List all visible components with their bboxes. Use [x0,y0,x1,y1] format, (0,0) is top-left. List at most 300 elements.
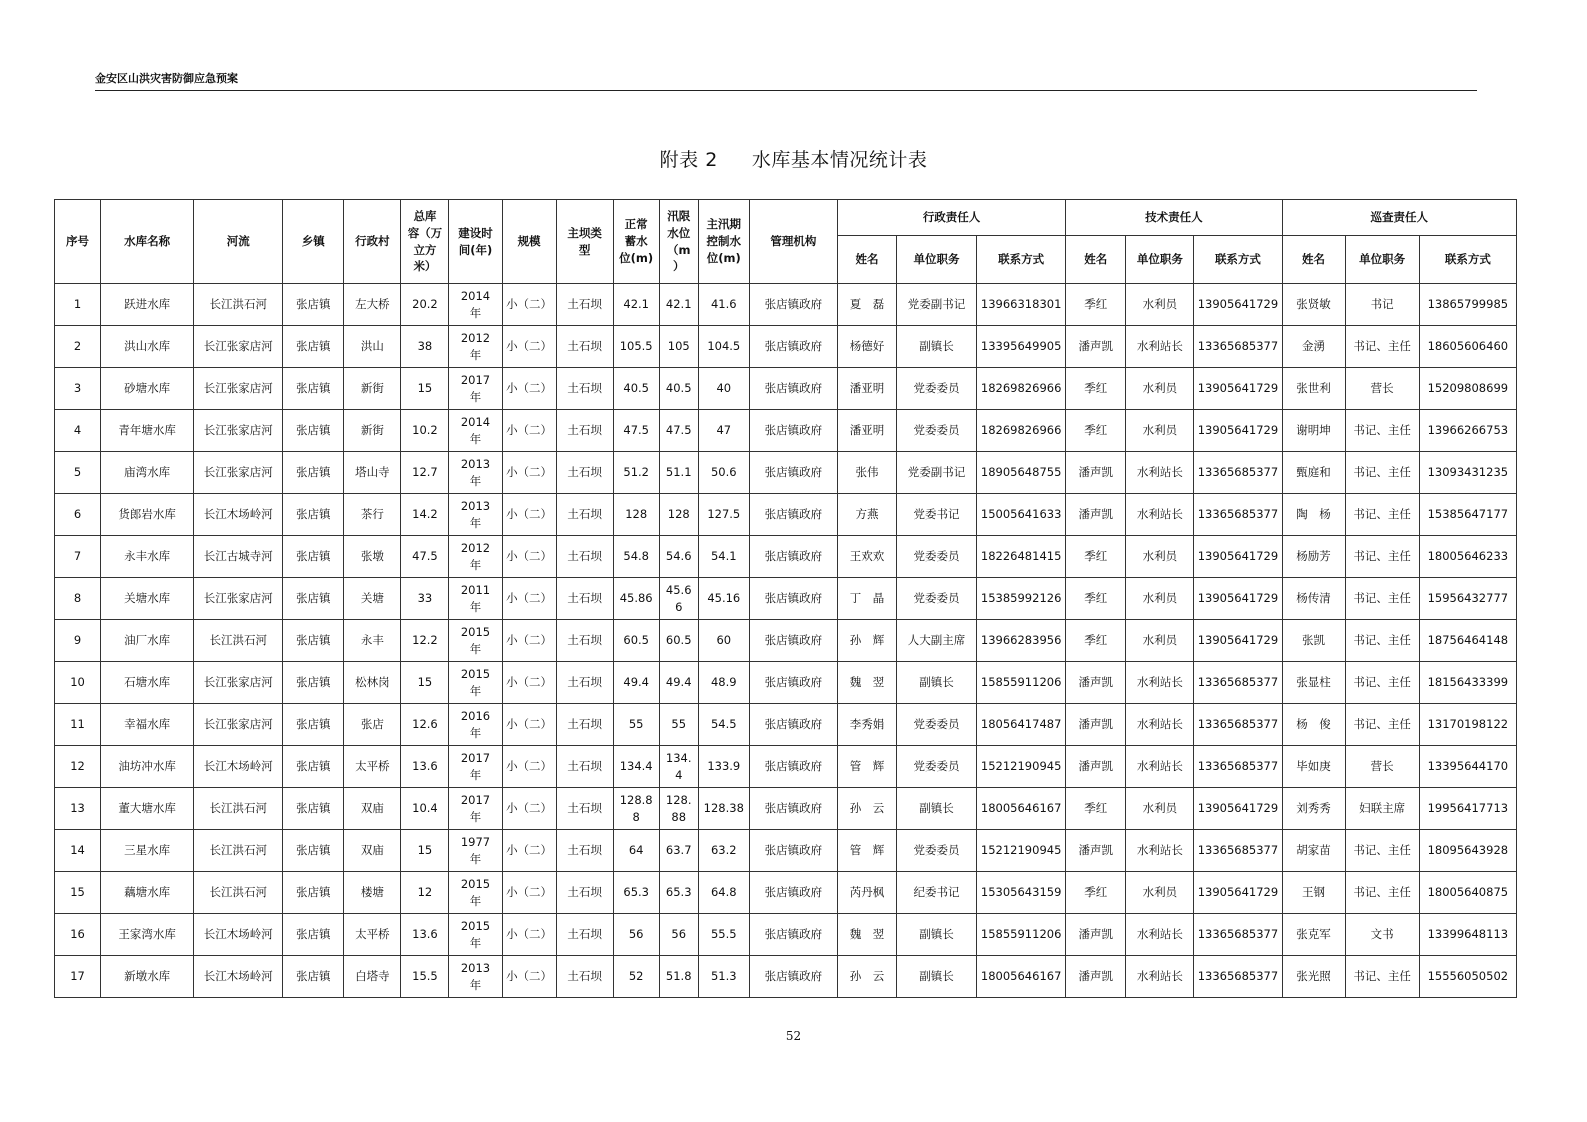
cell-tech-phone: 13905641729 [1194,410,1282,452]
cell-admin-pos: 党委副书记 [897,452,977,494]
col-name: 水库名称 [101,200,194,284]
cell-no: 17 [55,956,101,998]
table-row [55,704,1517,746]
cell-patrol-name: 张贤敏 [1282,284,1345,326]
cell-town: 张店镇 [283,872,344,914]
cell-no: 2 [55,326,101,368]
cell-control: 40 [698,368,749,410]
cell-village: 左大桥 [344,284,401,326]
cell-capacity: 47.5 [401,536,449,578]
cell-admin-phone: 18269826966 [977,410,1066,452]
cell-patrol-name: 金湧 [1282,326,1345,368]
cell-name: 跃进水库 [101,284,194,326]
cell-org: 张店镇政府 [749,704,837,746]
cell-tech-phone: 13365685377 [1194,704,1282,746]
cell-no: 15 [55,872,101,914]
cell-village: 新街 [344,410,401,452]
cell-admin-name: 孙 辉 [837,620,896,662]
cell-admin-name: 杨德好 [837,326,896,368]
cell-flood: 51.8 [659,956,698,998]
page-number: 52 [785,1029,802,1043]
cell-normal: 54.8 [613,536,659,578]
cell-scale: 小（二） [502,746,556,788]
cell-tech-name: 潘声凯 [1066,452,1126,494]
cell-flood: 40.5 [659,368,698,410]
cell-patrol-phone: 18005646233 [1419,536,1516,578]
cell-capacity: 10.4 [401,788,449,830]
table-row [55,326,1517,368]
cell-admin-pos: 副镇长 [897,662,977,704]
cell-admin-phone: 18056417487 [977,704,1066,746]
col-seq: 序号 [55,200,101,284]
cell-town: 张店镇 [283,578,344,620]
cell-patrol-phone: 13093431235 [1419,452,1516,494]
cell-tech-pos: 水利站长 [1126,746,1194,788]
cell-patrol-phone: 13395644170 [1419,746,1516,788]
cell-patrol-phone: 18095643928 [1419,830,1516,872]
cell-river: 长江张家店河 [194,662,283,704]
cell-tech-pos: 水利员 [1126,578,1194,620]
table-row [55,494,1517,536]
cell-tech-pos: 水利员 [1126,872,1194,914]
cell-admin-name: 夏 磊 [837,284,896,326]
cell-flood: 134. 4 [659,746,698,788]
cell-patrol-phone: 15385647177 [1419,494,1516,536]
cell-year: 2013 年 [449,494,502,536]
cell-normal: 47.5 [613,410,659,452]
cell-tech-pos: 水利站长 [1126,956,1194,998]
cell-tech-name: 季红 [1066,536,1126,578]
cell-tech-phone: 13365685377 [1194,326,1282,368]
cell-patrol-name: 张凯 [1282,620,1345,662]
cell-name: 幸福水库 [101,704,194,746]
cell-admin-pos: 党委副书记 [897,284,977,326]
cell-flood: 49.4 [659,662,698,704]
col-management-org: 管理机构 [749,200,837,284]
cell-scale: 小（二） [502,536,556,578]
cell-org: 张店镇政府 [749,284,837,326]
col-town: 乡镇 [283,200,344,284]
cell-tech-name: 潘声凯 [1066,830,1126,872]
cell-admin-name: 潘亚明 [837,368,896,410]
col-patrol-name: 姓名 [1282,236,1345,284]
cell-patrol-name: 张光照 [1282,956,1345,998]
col-tech-position: 单位职务 [1126,236,1194,284]
cell-capacity: 15 [401,368,449,410]
col-dam-type: 主坝类 型 [556,200,613,284]
cell-admin-pos: 副镇长 [897,788,977,830]
cell-control: 133.9 [698,746,749,788]
cell-capacity: 12.2 [401,620,449,662]
cell-normal: 45.86 [613,578,659,620]
cell-year: 2015 年 [449,872,502,914]
col-year: 建设时 间(年) [449,200,502,284]
cell-tech-phone: 13365685377 [1194,452,1282,494]
cell-admin-pos: 副镇长 [897,956,977,998]
cell-village: 关塘 [344,578,401,620]
cell-flood: 51.1 [659,452,698,494]
cell-admin-name: 孙 云 [837,788,896,830]
cell-capacity: 33 [401,578,449,620]
cell-dam: 土石坝 [556,788,613,830]
cell-capacity: 38 [401,326,449,368]
cell-year: 2015 年 [449,662,502,704]
cell-no: 6 [55,494,101,536]
cell-org: 张店镇政府 [749,788,837,830]
cell-admin-name: 方燕 [837,494,896,536]
cell-admin-name: 魏 翌 [837,662,896,704]
cell-town: 张店镇 [283,788,344,830]
cell-river: 长江张家店河 [194,578,283,620]
cell-tech-pos: 水利站长 [1126,662,1194,704]
cell-admin-phone: 15855911206 [977,662,1066,704]
col-patrol-position: 单位职务 [1345,236,1419,284]
cell-patrol-pos: 书记、主任 [1345,410,1419,452]
cell-admin-pos: 纪委书记 [897,872,977,914]
cell-patrol-name: 张克军 [1282,914,1345,956]
cell-village: 太平桥 [344,746,401,788]
cell-admin-name: 管 辉 [837,746,896,788]
cell-admin-phone: 13395649905 [977,326,1066,368]
cell-tech-phone: 13905641729 [1194,578,1282,620]
cell-admin-name: 张伟 [837,452,896,494]
table-row [55,662,1517,704]
cell-year: 2014 年 [449,284,502,326]
table-row [55,830,1517,872]
document-header [95,66,1477,91]
cell-admin-pos: 党委委员 [897,536,977,578]
cell-org: 张店镇政府 [749,914,837,956]
cell-town: 张店镇 [283,368,344,410]
cell-flood: 54.6 [659,536,698,578]
cell-year: 1977 年 [449,830,502,872]
table-row [55,452,1517,494]
cell-no: 1 [55,284,101,326]
cell-year: 2015 年 [449,620,502,662]
cell-patrol-phone: 13966266753 [1419,410,1516,452]
cell-control: 128.38 [698,788,749,830]
cell-scale: 小（二） [502,284,556,326]
cell-tech-phone: 13905641729 [1194,788,1282,830]
cell-normal: 65.3 [613,872,659,914]
cell-normal: 60.5 [613,620,659,662]
cell-scale: 小（二） [502,704,556,746]
cell-no: 3 [55,368,101,410]
cell-dam: 土石坝 [556,704,613,746]
cell-patrol-pos: 书记、主任 [1345,956,1419,998]
cell-dam: 土石坝 [556,284,613,326]
cell-admin-phone: 15005641633 [977,494,1066,536]
col-control-level: 主汛期 控制水 位(m) [698,200,749,284]
cell-patrol-pos: 书记、主任 [1345,872,1419,914]
cell-org: 张店镇政府 [749,452,837,494]
cell-capacity: 13.6 [401,746,449,788]
cell-org: 张店镇政府 [749,620,837,662]
cell-patrol-phone: 15209808699 [1419,368,1516,410]
cell-admin-pos: 党委委员 [897,368,977,410]
cell-name: 庙湾水库 [101,452,194,494]
cell-town: 张店镇 [283,914,344,956]
cell-org: 张店镇政府 [749,326,837,368]
col-admin-name: 姓名 [837,236,896,284]
cell-admin-pos: 党委委员 [897,578,977,620]
cell-org: 张店镇政府 [749,662,837,704]
cell-scale: 小（二） [502,578,556,620]
cell-scale: 小（二） [502,914,556,956]
cell-dam: 土石坝 [556,368,613,410]
cell-river: 长江木场岭河 [194,914,283,956]
table-row [55,578,1517,620]
cell-village: 塔山寺 [344,452,401,494]
table-number: 附表 2 [659,149,718,171]
cell-org: 张店镇政府 [749,578,837,620]
cell-village: 张墩 [344,536,401,578]
cell-patrol-phone: 18756464148 [1419,620,1516,662]
cell-name: 藕塘水库 [101,872,194,914]
cell-town: 张店镇 [283,494,344,536]
cell-town: 张店镇 [283,662,344,704]
cell-admin-pos: 副镇长 [897,326,977,368]
cell-patrol-phone: 18156433399 [1419,662,1516,704]
cell-patrol-pos: 书记、主任 [1345,620,1419,662]
cell-patrol-pos: 妇联主席 [1345,788,1419,830]
cell-river: 长江洪石河 [194,872,283,914]
cell-name: 关塘水库 [101,578,194,620]
cell-name: 砂塘水库 [101,368,194,410]
cell-no: 7 [55,536,101,578]
cell-control: 45.16 [698,578,749,620]
cell-capacity: 12.6 [401,704,449,746]
cell-village: 茶行 [344,494,401,536]
col-patrol-phone: 联系方式 [1419,236,1516,284]
col-scale: 规模 [502,200,556,284]
cell-control: 104.5 [698,326,749,368]
cell-tech-phone: 13365685377 [1194,914,1282,956]
cell-scale: 小（二） [502,956,556,998]
cell-patrol-pos: 书记、主任 [1345,536,1419,578]
cell-year: 2012 年 [449,326,502,368]
cell-admin-name: 王欢欢 [837,536,896,578]
cell-town: 张店镇 [283,536,344,578]
cell-dam: 土石坝 [556,578,613,620]
cell-patrol-name: 甄庭和 [1282,452,1345,494]
cell-river: 长江古城寺河 [194,536,283,578]
table-row [55,788,1517,830]
cell-town: 张店镇 [283,284,344,326]
cell-no: 16 [55,914,101,956]
col-river: 河流 [194,200,283,284]
cell-dam: 土石坝 [556,620,613,662]
cell-flood: 42.1 [659,284,698,326]
cell-capacity: 15 [401,662,449,704]
cell-scale: 小（二） [502,452,556,494]
table-row [55,284,1517,326]
cell-town: 张店镇 [283,620,344,662]
cell-admin-phone: 15855911206 [977,914,1066,956]
cell-org: 张店镇政府 [749,494,837,536]
cell-patrol-phone: 13170198122 [1419,704,1516,746]
cell-control: 50.6 [698,452,749,494]
cell-tech-pos: 水利站长 [1126,452,1194,494]
cell-river: 长江木场岭河 [194,746,283,788]
cell-river: 长江张家店河 [194,326,283,368]
cell-capacity: 12 [401,872,449,914]
cell-capacity: 13.6 [401,914,449,956]
cell-no: 12 [55,746,101,788]
cell-patrol-pos: 书记、主任 [1345,452,1419,494]
cell-town: 张店镇 [283,326,344,368]
col-village: 行政村 [344,200,401,284]
cell-admin-name: 芮丹枫 [837,872,896,914]
cell-scale: 小（二） [502,830,556,872]
cell-dam: 土石坝 [556,872,613,914]
cell-flood: 55 [659,704,698,746]
cell-name: 三星水库 [101,830,194,872]
cell-org: 张店镇政府 [749,872,837,914]
cell-dam: 土石坝 [556,746,613,788]
cell-patrol-phone: 18005640875 [1419,872,1516,914]
cell-patrol-pos: 书记、主任 [1345,326,1419,368]
cell-flood: 65.3 [659,872,698,914]
table-row [55,536,1517,578]
col-capacity: 总库 容（万 立方 米） [401,200,449,284]
cell-normal: 42.1 [613,284,659,326]
cell-village: 太平桥 [344,914,401,956]
cell-year: 2017 年 [449,788,502,830]
cell-tech-phone: 13365685377 [1194,662,1282,704]
cell-flood: 128 [659,494,698,536]
cell-admin-pos: 人大副主席 [897,620,977,662]
cell-normal: 128 [613,494,659,536]
cell-tech-pos: 水利站长 [1126,830,1194,872]
cell-no: 8 [55,578,101,620]
cell-river: 长江洪石河 [194,830,283,872]
cell-patrol-pos: 文书 [1345,914,1419,956]
cell-patrol-name: 杨传清 [1282,578,1345,620]
cell-patrol-name: 杨励芳 [1282,536,1345,578]
cell-capacity: 14.2 [401,494,449,536]
cell-tech-pos: 水利站长 [1126,914,1194,956]
table-row [55,872,1517,914]
col-admin-position: 单位职务 [897,236,977,284]
cell-normal: 134.4 [613,746,659,788]
cell-control: 127.5 [698,494,749,536]
cell-name: 新墩水库 [101,956,194,998]
cell-admin-pos: 党委委员 [897,704,977,746]
cell-admin-pos: 党委委员 [897,830,977,872]
col-tech-phone: 联系方式 [1194,236,1282,284]
cell-patrol-name: 张显柱 [1282,662,1345,704]
cell-org: 张店镇政府 [749,410,837,452]
cell-admin-phone: 15212190945 [977,746,1066,788]
cell-tech-name: 季红 [1066,410,1126,452]
cell-village: 新街 [344,368,401,410]
cell-tech-name: 季红 [1066,368,1126,410]
cell-admin-pos: 党委委员 [897,746,977,788]
cell-admin-phone: 18005646167 [977,956,1066,998]
cell-river: 长江洪石河 [194,788,283,830]
cell-year: 2011 年 [449,578,502,620]
document-header-title: 金安区山洪灾害防御应急预案 [95,72,238,85]
cell-flood: 60.5 [659,620,698,662]
cell-control: 55.5 [698,914,749,956]
cell-tech-phone: 13365685377 [1194,956,1282,998]
cell-scale: 小（二） [502,620,556,662]
cell-dam: 土石坝 [556,494,613,536]
table-body [55,284,1517,998]
cell-no: 10 [55,662,101,704]
cell-admin-pos: 副镇长 [897,914,977,956]
cell-town: 张店镇 [283,704,344,746]
cell-river: 长江张家店河 [194,704,283,746]
cell-normal: 51.2 [613,452,659,494]
cell-org: 张店镇政府 [749,956,837,998]
cell-village: 白塔寺 [344,956,401,998]
table-row [55,368,1517,410]
cell-flood: 105 [659,326,698,368]
cell-tech-name: 季红 [1066,284,1126,326]
cell-admin-phone: 15305643159 [977,872,1066,914]
cell-scale: 小（二） [502,494,556,536]
table-row [55,956,1517,998]
cell-org: 张店镇政府 [749,536,837,578]
cell-normal: 52 [613,956,659,998]
cell-normal: 105.5 [613,326,659,368]
cell-admin-phone: 18905648755 [977,452,1066,494]
cell-patrol-name: 毕如庚 [1282,746,1345,788]
cell-tech-phone: 13905641729 [1194,368,1282,410]
cell-year: 2017 年 [449,746,502,788]
cell-tech-name: 潘声凯 [1066,746,1126,788]
cell-river: 长江张家店河 [194,410,283,452]
cell-village: 楼塘 [344,872,401,914]
cell-tech-phone: 13365685377 [1194,746,1282,788]
cell-tech-name: 潘声凯 [1066,326,1126,368]
cell-tech-pos: 水利员 [1126,284,1194,326]
cell-no: 4 [55,410,101,452]
cell-name: 董大塘水库 [101,788,194,830]
cell-tech-name: 季红 [1066,620,1126,662]
cell-patrol-phone: 15556050502 [1419,956,1516,998]
cell-control: 48.9 [698,662,749,704]
cell-patrol-name: 张世利 [1282,368,1345,410]
cell-village: 永丰 [344,620,401,662]
cell-org: 张店镇政府 [749,830,837,872]
cell-org: 张店镇政府 [749,746,837,788]
cell-admin-phone: 15212190945 [977,830,1066,872]
cell-tech-phone: 13905641729 [1194,872,1282,914]
cell-admin-phone: 18269826966 [977,368,1066,410]
cell-year: 2015 年 [449,914,502,956]
cell-patrol-pos: 书记、主任 [1345,578,1419,620]
cell-normal: 40.5 [613,368,659,410]
cell-tech-pos: 水利站长 [1126,494,1194,536]
cell-no: 5 [55,452,101,494]
cell-dam: 土石坝 [556,662,613,704]
table-title: 水库基本情况统计表 [751,149,928,171]
cell-name: 永丰水库 [101,536,194,578]
cell-admin-phone: 18005646167 [977,788,1066,830]
cell-dam: 土石坝 [556,914,613,956]
col-admin-phone: 联系方式 [977,236,1066,284]
cell-tech-name: 潘声凯 [1066,704,1126,746]
cell-flood: 56 [659,914,698,956]
cell-dam: 土石坝 [556,452,613,494]
cell-capacity: 15 [401,830,449,872]
cell-patrol-phone: 13865799985 [1419,284,1516,326]
col-normal-level: 正常 蓄水 位(m) [613,200,659,284]
cell-admin-phone: 15385992126 [977,578,1066,620]
